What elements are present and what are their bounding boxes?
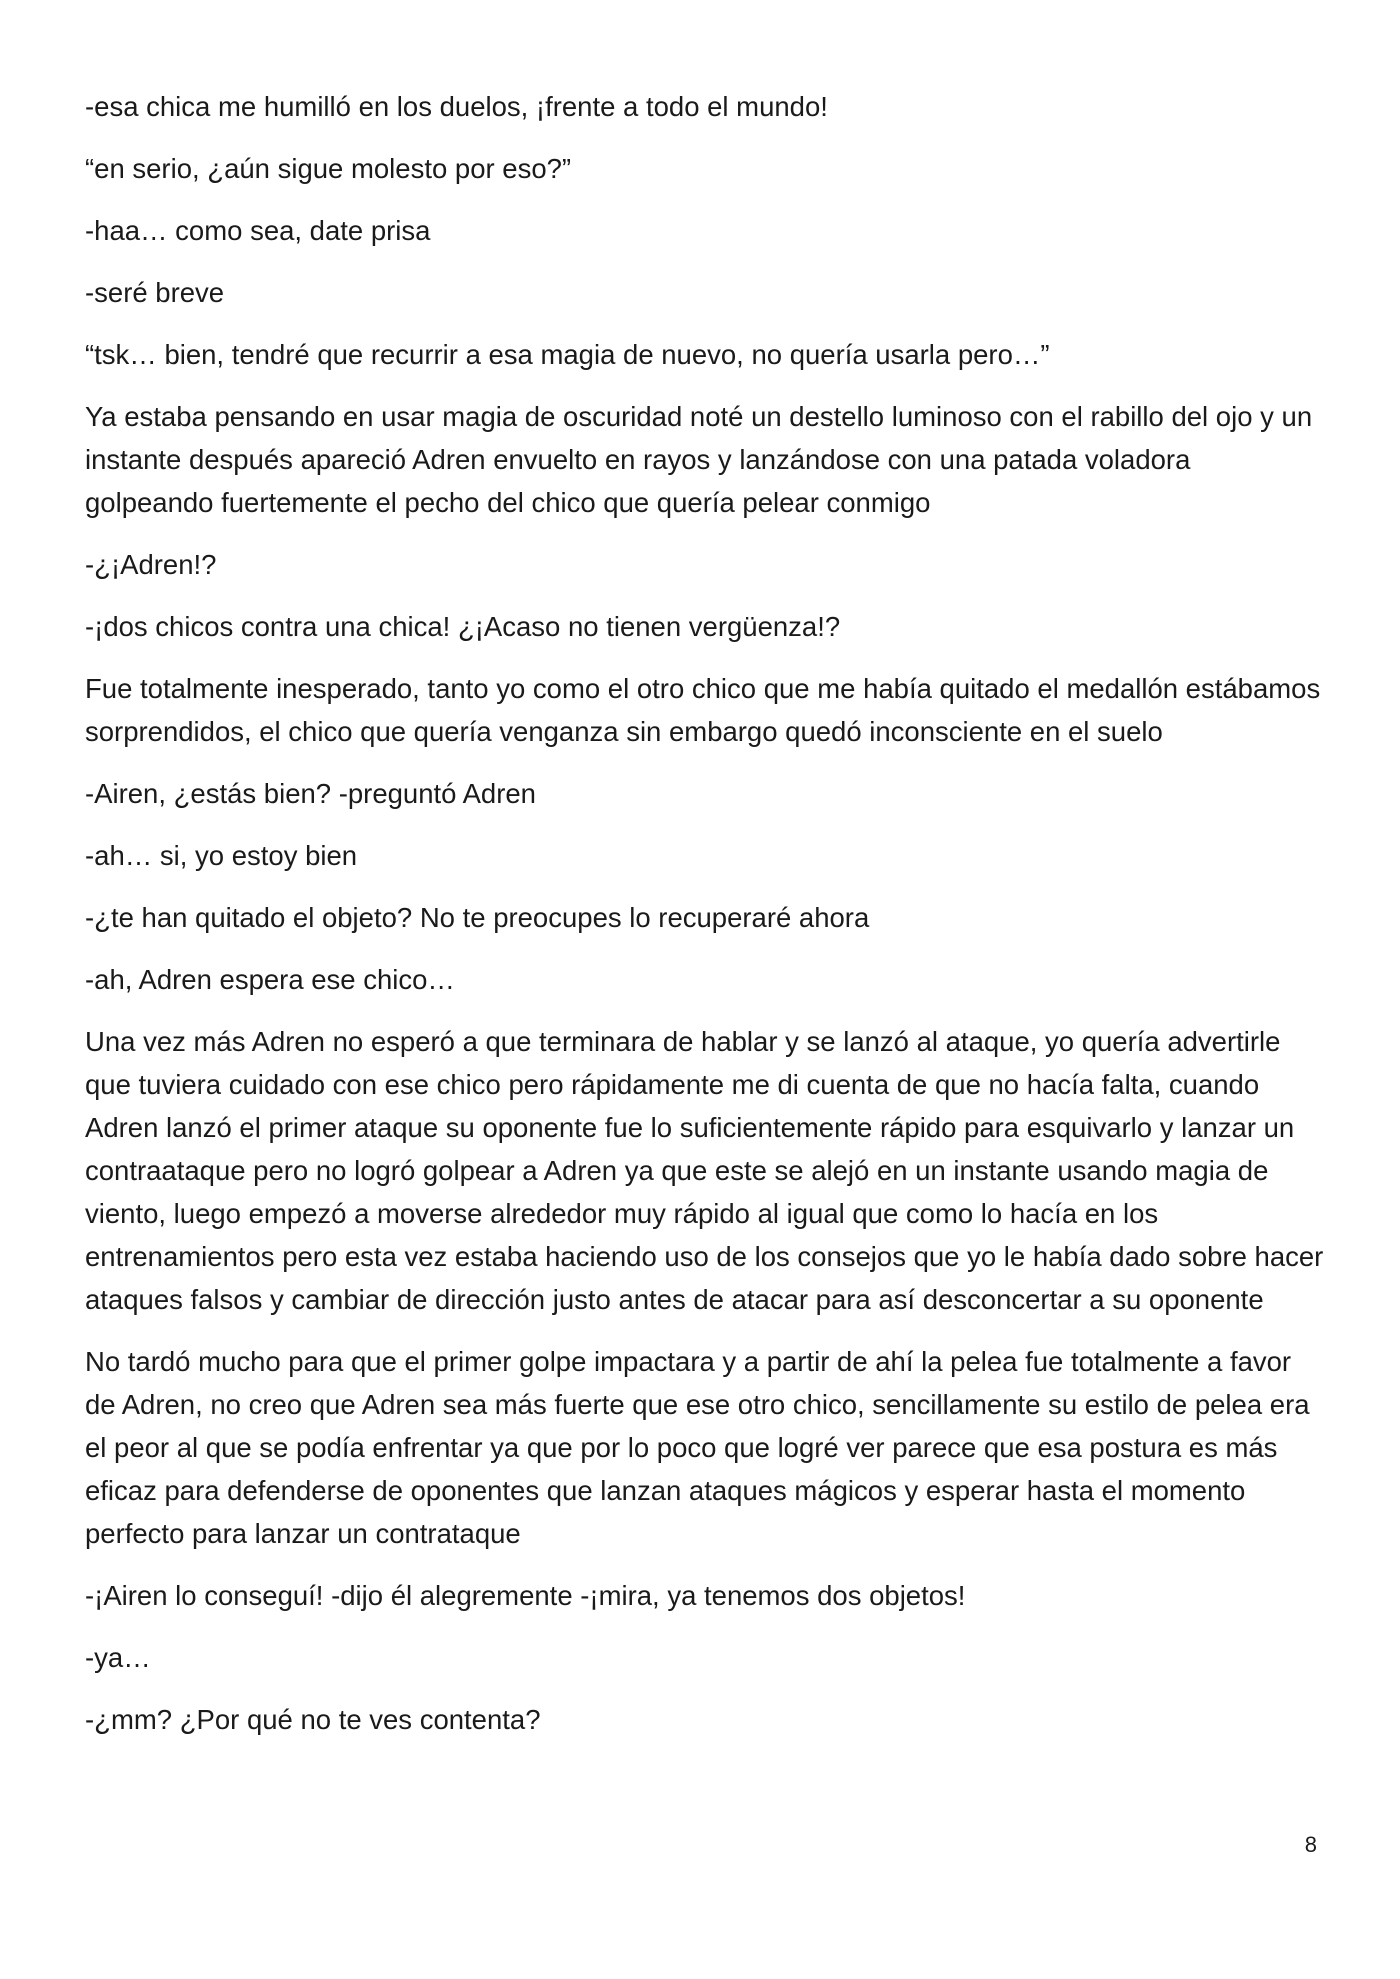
paragraph: -¡dos chicos contra una chica! ¿¡Acaso no tienen vergüenza!? xyxy=(85,611,841,642)
paragraph: -Airen, ¿estás bien? -preguntó Adren xyxy=(85,778,536,809)
paragraph: -¿¡Adren!? xyxy=(85,549,217,580)
document-body xyxy=(85,85,1325,1760)
paragraph: -esa chica me humilló en los duelos, ¡frente a todo el mundo! xyxy=(85,91,828,122)
paragraph: -¿mm? ¿Por qué no te ves contenta? xyxy=(85,1704,541,1735)
paragraph: Ya estaba pensando en usar magia de oscuridad noté un destello luminoso con el rabillo del ojo y un instante después apareció Adren envuelto en rayos y lanzándose con una patada voladora golpeando fuertemente el pecho del chico que quería pelear conmigo xyxy=(85,401,1313,518)
paragraph: -¿te han quitado el objeto? No te preocupes lo recuperaré ahora xyxy=(85,902,870,933)
paragraph: -seré breve xyxy=(85,277,225,308)
paragraph: Fue totalmente inesperado, tanto yo como el otro chico que me había quitado el medallón estábamos sorprendidos, el chico que quería venganza sin embargo quedó inconsciente en el suelo xyxy=(85,673,1321,747)
paragraph: -ya… xyxy=(85,1642,151,1673)
paragraph: Una vez más Adren no esperó a que terminara de hablar y se lanzó al ataque, yo quería advertirle que tuviera cuidado con ese chico pero rápidamente me di cuenta de que no hacía falta, cuando Adren lanzó el primer ataque su oponente fue lo suficientemente rápido para esquivarlo y lanzar un contraataque pero no logró golpear a Adren ya que este se alejó en un instante usando magia de viento, luego empezó a moverse alrededor muy rápido al igual que como lo hacía en los entrenamientos pero esta vez estaba haciendo uso de los consejos que yo le había dado sobre hacer ataques falsos y cambiar de dirección justo antes de atacar para así desconcertar a su oponente xyxy=(85,1026,1324,1315)
paragraph: -haa… como sea, date prisa xyxy=(85,215,431,246)
paragraph: No tardó mucho para que el primer golpe impactara y a partir de ahí la pelea fue totalmente a favor de Adren, no creo que Adren sea más fuerte que ese otro chico, sencillamente su estilo de pelea era el peor al que se podía enfrentar ya que por lo poco que logré ver parece que esa postura es más eficaz para defenderse de oponentes que lanzan ataques mágicos y esperar hasta el momento perfecto para lanzar un contrataque xyxy=(85,1346,1310,1549)
paragraph: -¡Airen lo conseguí! -dijo él alegremente -¡mira, ya tenemos dos objetos! xyxy=(85,1580,966,1611)
page-number: 8 xyxy=(1304,1832,1317,1857)
paragraph: -ah, Adren espera ese chico… xyxy=(85,964,455,995)
paragraph: “en serio, ¿aún sigue molesto por eso?” xyxy=(85,153,572,184)
paragraph: “tsk… bien, tendré que recurrir a esa magia de nuevo, no quería usarla pero…” xyxy=(85,339,1050,370)
paragraph: -ah… si, yo estoy bien xyxy=(85,840,358,871)
